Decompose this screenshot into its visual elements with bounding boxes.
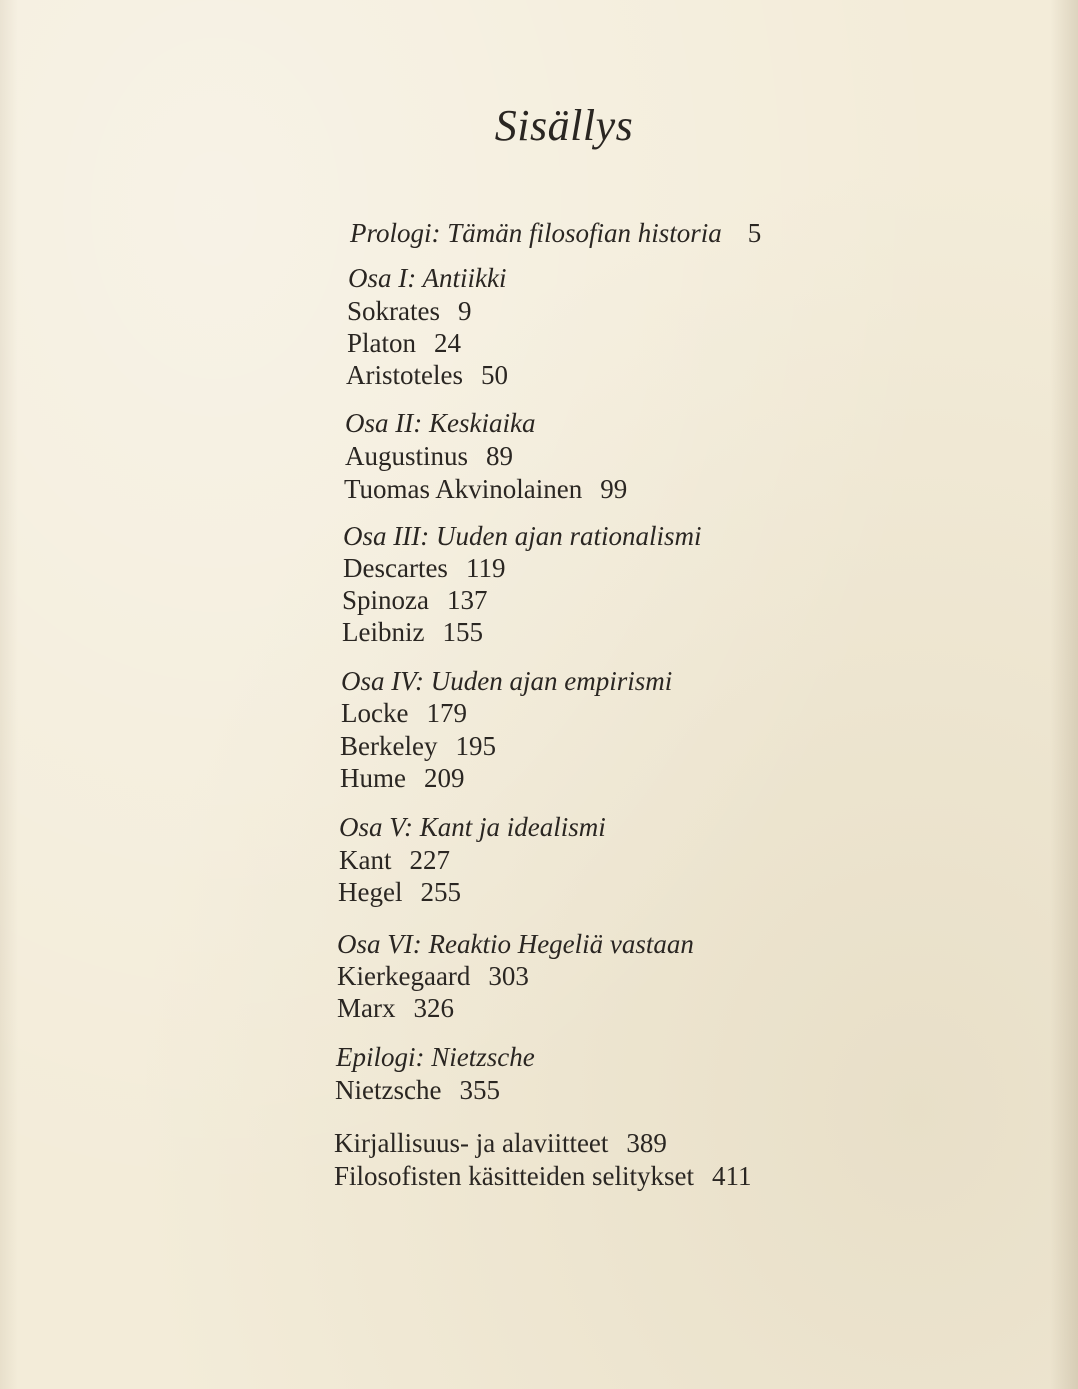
toc-entry bbox=[337, 963, 529, 990]
toc-entry bbox=[341, 700, 467, 727]
toc-page-number: 195 bbox=[455, 731, 496, 761]
toc-entry-title: Kierkegaard bbox=[337, 961, 471, 991]
toc-section-heading bbox=[339, 814, 606, 841]
toc-entry-title: Hume bbox=[340, 763, 406, 793]
toc-entry bbox=[346, 362, 508, 389]
toc-entry-title: Tuomas Akvinolainen bbox=[344, 474, 583, 504]
toc-entry bbox=[339, 847, 450, 874]
toc-page-number: 355 bbox=[459, 1075, 500, 1105]
toc-entry-title: Osa V: Kant ja idealismi bbox=[339, 812, 606, 842]
toc-section-heading bbox=[341, 668, 672, 695]
toc-entry bbox=[334, 1130, 667, 1157]
toc-entry bbox=[334, 1163, 751, 1190]
toc-entry-title: Platon bbox=[347, 328, 417, 358]
toc-entry-title: Epilogi: Nietzsche bbox=[336, 1042, 535, 1072]
toc-page-number: 50 bbox=[480, 360, 508, 390]
toc-entry bbox=[335, 1077, 500, 1104]
toc-entry bbox=[337, 995, 454, 1022]
toc-entry-title: Osa II: Keskiaika bbox=[345, 408, 536, 438]
toc-entry-title: Locke bbox=[341, 698, 409, 728]
toc-entry-title: Marx bbox=[337, 993, 396, 1023]
toc-entry bbox=[343, 555, 505, 582]
toc-entry-title: Osa I: Antiikki bbox=[348, 263, 507, 293]
toc-section-heading bbox=[350, 220, 761, 247]
toc-page-number: 326 bbox=[413, 993, 454, 1023]
toc-page-number: 227 bbox=[409, 845, 450, 875]
toc-entry-title: Berkeley bbox=[340, 731, 438, 761]
toc-section-heading bbox=[345, 410, 535, 437]
toc-page-number: 89 bbox=[486, 441, 514, 471]
toc-section-heading bbox=[336, 1044, 535, 1071]
toc-entry bbox=[340, 733, 496, 760]
toc-entry bbox=[347, 298, 471, 325]
toc-entry-title: Nietzsche bbox=[335, 1075, 442, 1105]
toc-entry-title: Prologi: Tämän filosofian historia bbox=[350, 218, 722, 248]
toc-entry bbox=[347, 330, 461, 357]
toc-section-heading bbox=[348, 265, 506, 292]
toc-page-number: 9 bbox=[457, 296, 472, 326]
toc-entry bbox=[342, 619, 483, 646]
toc-page-number: 99 bbox=[600, 474, 628, 504]
toc-page-number: 119 bbox=[465, 553, 506, 583]
toc-section-heading bbox=[337, 931, 694, 958]
toc-entry-title: Sokrates bbox=[347, 296, 440, 326]
toc-entry-title: Osa IV: Uuden ajan empirismi bbox=[341, 666, 673, 696]
toc-entry-title: Descartes bbox=[343, 553, 448, 583]
toc-entry bbox=[342, 587, 488, 614]
toc-page-number: 389 bbox=[626, 1128, 667, 1158]
toc-entry-title: Filosofisten käsitteiden selitykset bbox=[334, 1161, 694, 1191]
toc-entry-title: Aristoteles bbox=[346, 360, 463, 390]
toc-entry bbox=[338, 879, 461, 906]
toc-entry bbox=[345, 443, 513, 470]
toc-page-number: 209 bbox=[423, 763, 465, 793]
toc-page-number: 303 bbox=[488, 961, 529, 991]
toc-page-number: 5 bbox=[747, 218, 762, 248]
toc-page-number: 179 bbox=[426, 698, 467, 728]
toc-entry-title: Spinoza bbox=[342, 585, 429, 615]
toc-entry-title: Augustinus bbox=[345, 441, 469, 471]
toc-section-heading bbox=[343, 523, 701, 550]
toc-entry bbox=[340, 765, 464, 792]
toc-page-number: 155 bbox=[442, 617, 483, 647]
toc-entry-title: Kant bbox=[339, 845, 392, 875]
toc-entry-title: Hegel bbox=[338, 877, 403, 907]
toc-page-number: 24 bbox=[434, 328, 462, 358]
page-title: Sisällys bbox=[494, 101, 634, 150]
toc-page-number: 411 bbox=[711, 1161, 752, 1191]
toc-entry-title: Kirjallisuus- ja alaviitteet bbox=[334, 1128, 609, 1158]
toc-entry-title: Osa VI: Reaktio Hegeliä vastaan bbox=[337, 929, 694, 959]
toc-entry-title: Osa III: Uuden ajan rationalismi bbox=[343, 521, 702, 551]
toc-entry-title: Leibniz bbox=[342, 617, 425, 647]
toc-page-number: 137 bbox=[447, 585, 488, 615]
toc-entry bbox=[344, 476, 627, 503]
toc-page-number: 255 bbox=[420, 877, 461, 907]
